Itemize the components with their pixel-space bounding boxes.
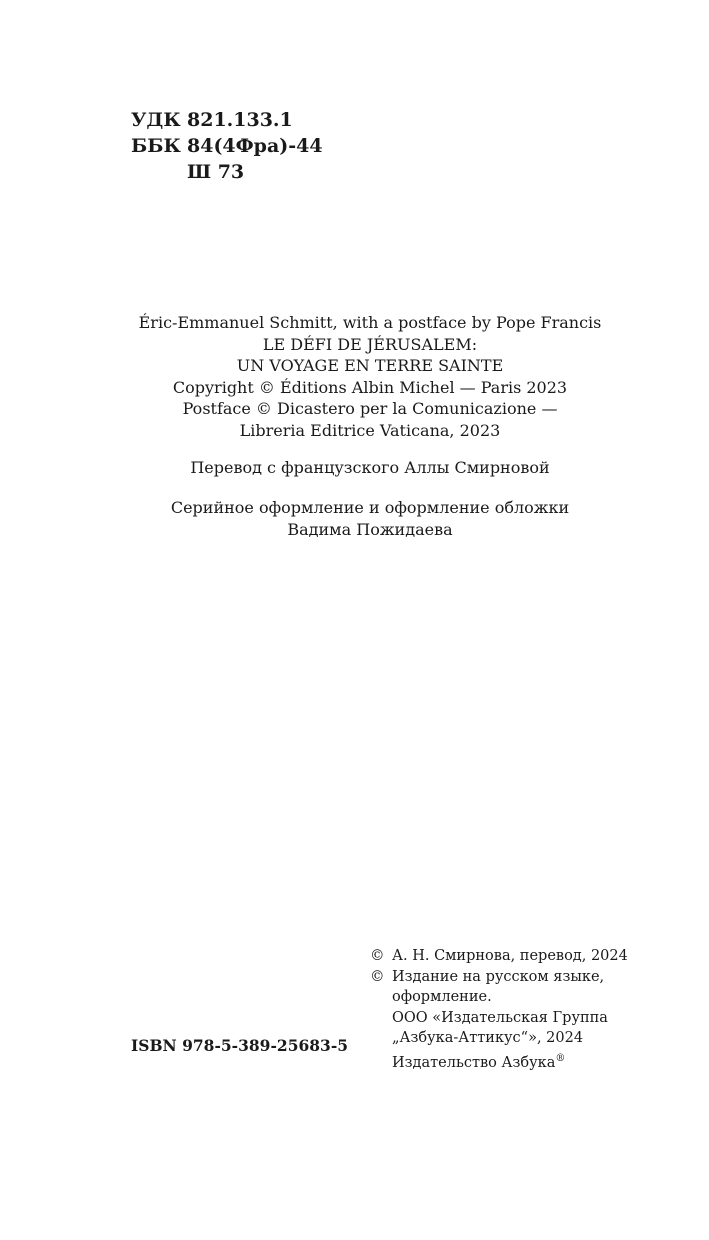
bbk-row: [131, 133, 371, 159]
copyright-row-design: [370, 987, 670, 1008]
original-edition-block: [0, 312, 709, 441]
copyright-publisher-text: ООО «Издательская Группа: [392, 1009, 608, 1026]
design-line-1: Серийное оформление и оформление обложки: [170, 498, 570, 517]
copyright-row-translation: [370, 946, 670, 967]
translator-line: Перевод с французского Аллы Смирновой: [190, 458, 550, 477]
copyright-translation-text: А. Н. Смирнова, перевод, 2024: [392, 948, 628, 964]
copyright-row-publisher: [370, 1008, 670, 1029]
copyright-notices: [370, 946, 670, 1069]
author-mark: Ш 73: [187, 161, 245, 183]
original-title-line-1: LE DÉFI DE JÉRUSALEM:: [262, 334, 478, 354]
bbk-label: ББК: [131, 135, 181, 157]
udk-value: 821.133.1: [187, 109, 293, 131]
translation-credit: [0, 457, 709, 479]
postface-line-1: Postface © Dicastero per la Comunicazione —: [182, 399, 558, 418]
copyright-symbol: ©: [370, 948, 385, 964]
copyright-row-imprint: [370, 1049, 670, 1070]
author-line: Éric-Emmanuel Schmitt, with a postface by Pope Francis: [138, 313, 602, 332]
copyright-line: Copyright © Éditions Albin Michel — Paris 2023: [172, 377, 568, 397]
registered-mark-icon: ®: [555, 1052, 566, 1064]
postface-line-2: Libreria Editrice Vaticana, 2023: [239, 420, 501, 440]
imprint-name: Издательство Азбука: [392, 1054, 556, 1071]
bbk-value: 84(4Фра)-44: [187, 135, 323, 157]
design-credit: [0, 497, 709, 540]
copyright-symbol: ©: [370, 968, 385, 985]
imprint-wrap: [392, 1049, 565, 1074]
design-line-2: Вадима Пожидаева: [287, 519, 453, 539]
copyright-design-text: оформление.: [392, 989, 492, 1005]
udk-row: [131, 107, 371, 133]
author-mark-row: [131, 159, 371, 185]
udk-label: УДК: [131, 109, 181, 131]
isbn: ISBN 978-5-389-25683-5: [131, 1036, 349, 1055]
copyright-edition-text: Издание на русском языке,: [392, 968, 605, 985]
copyright-row-edition: [370, 967, 670, 988]
original-title-line-2: UN VOYAGE EN TERRE SAINTE: [236, 356, 504, 375]
copyright-row-publisher-name: [370, 1028, 670, 1049]
classification-block: [131, 107, 371, 187]
copyright-publisher-name: „Азбука-Аттикус“», 2024: [392, 1030, 584, 1046]
